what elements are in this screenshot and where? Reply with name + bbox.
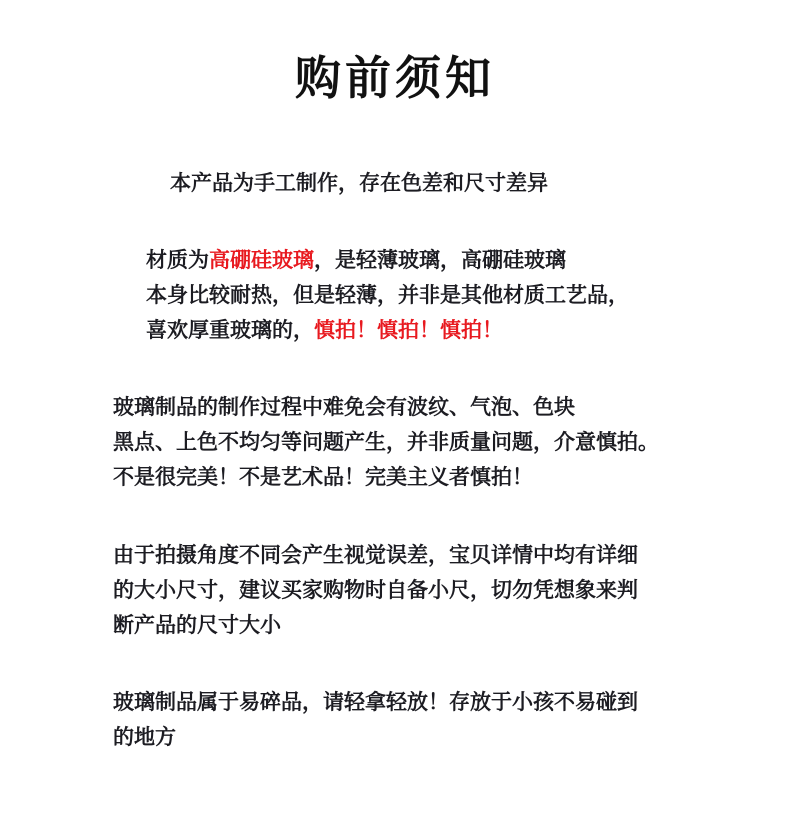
material-suffix: ，是轻薄玻璃，高硼硅玻璃 [314, 248, 566, 272]
caution-highlight: 慎拍！慎拍！慎拍！ [314, 318, 503, 342]
intro-text: 本产品为手工制作，存在色差和尺寸差异 [170, 171, 548, 195]
fragile-line: 的地方 [113, 725, 176, 749]
defects-line: 玻璃制品的制作过程中难免会有波纹、气泡、色块 [113, 395, 575, 419]
size-notice [113, 538, 638, 643]
intro-notice [170, 166, 548, 201]
material-notice [146, 243, 629, 348]
size-line: 断产品的尺寸大小 [113, 613, 281, 637]
material-prefix: 材质为 [146, 248, 209, 272]
material-highlight: 高硼硅玻璃 [209, 248, 314, 272]
defects-line: 黑点、上色不均匀等问题产生，并非质量问题，介意慎拍。 [113, 430, 659, 454]
page-title: 购前须知 [295, 51, 495, 105]
fragile-line: 玻璃制品属于易碎品，请轻拿轻放！存放于小孩不易碰到 [113, 690, 638, 714]
material-line-1 [146, 243, 629, 278]
material-line-3-prefix: 喜欢厚重玻璃的， [146, 318, 314, 342]
material-line-2: 本身比较耐热，但是轻薄，并非是其他材质工艺品， [146, 283, 629, 307]
defects-line: 不是很完美！不是艺术品！完美主义者慎拍！ [113, 465, 533, 489]
size-line: 由于拍摄角度不同会产生视觉误差，宝贝详情中均有详细 [113, 543, 638, 567]
fragile-notice [113, 685, 638, 755]
size-line: 的大小尺寸，建议买家购物时自备小尺，切勿凭想象来判 [113, 578, 638, 602]
material-line-3 [146, 313, 629, 348]
defects-notice [113, 390, 659, 495]
